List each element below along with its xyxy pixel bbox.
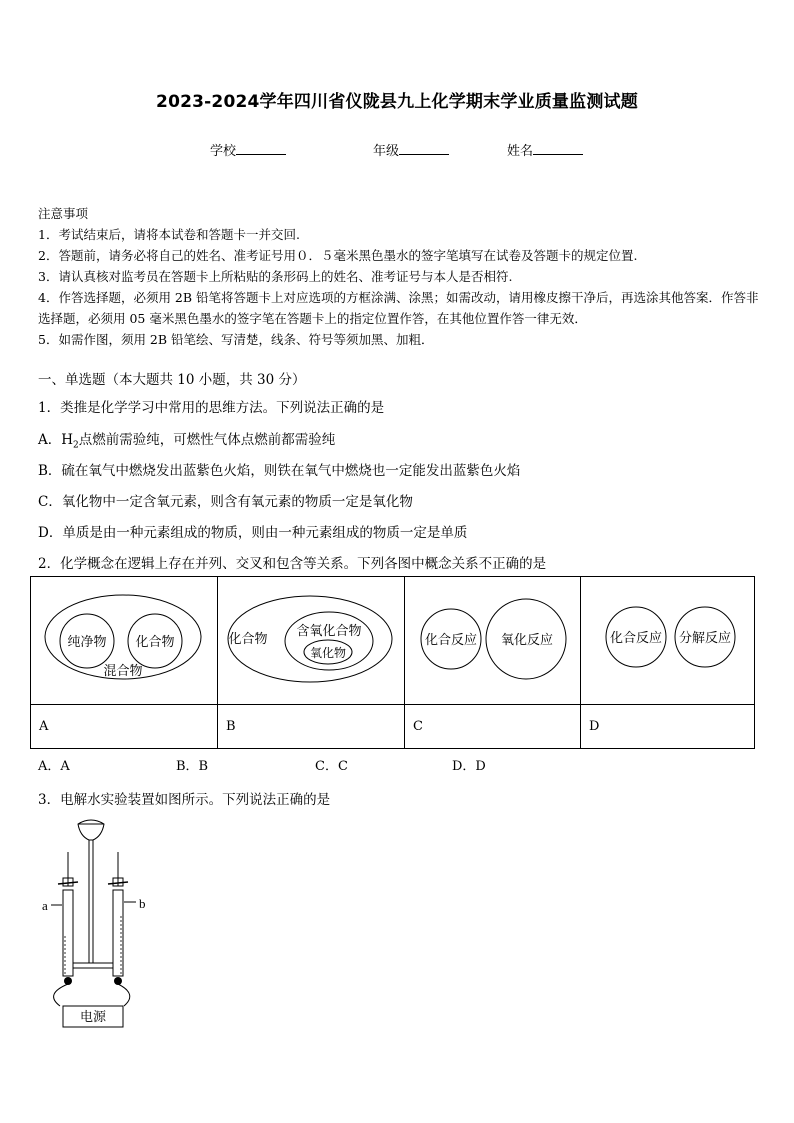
diagram-b (218, 577, 404, 704)
page-title: 2023-2024学年四川省仪陇县九上化学期末学业质量监测试题 (156, 92, 638, 112)
diagram-cell-a (31, 577, 218, 705)
grade-label: 年级 (373, 144, 400, 159)
combination-reaction-label: 化合反应 (424, 633, 478, 648)
mixture-label: 混合物 (103, 664, 143, 679)
concept-diagram-table (30, 576, 755, 749)
diagram-label-b: B (218, 705, 405, 749)
question-3-stem: 3．电解水实验装置如图所示。下列说法正确的是 (38, 792, 331, 808)
electrolysis-apparatus (38, 816, 168, 1031)
option-a-text: 点燃前需验纯，可燃性气体点燃前都需验纯 (78, 432, 336, 448)
school-blank[interactable] (236, 142, 286, 155)
diagram-label-c: C (405, 705, 581, 749)
note-item: 4．作答选择题，必须用 2B 铅笔将答题卡上对应选项的方框涂满、涂黑；如需改动，请用橡皮擦干净后，再选涂其他答案．作答非选择题，必须用 05 毫米黑色墨水的签字笔在答题卡上的指定位置作答，在其他位置作答一律无效． (38, 290, 759, 326)
question-1-option-c[interactable]: C．氧化物中一定含氧元素，则含有氧元素的物质一定是氧化物 (38, 494, 413, 510)
diagram-label-a: A (31, 705, 218, 749)
oxygen-compound-label: 含氧化合物 (296, 624, 362, 639)
tube-b-label: b (139, 896, 146, 911)
question-1-stem: 1．类推是化学学习中常用的思维方法。下列说法正确的是 (38, 400, 385, 416)
name-blank[interactable] (533, 142, 583, 155)
grade-field[interactable] (373, 140, 449, 159)
diagram-cell-c (405, 577, 581, 705)
oxidation-reaction-label: 氧化反应 (500, 633, 554, 648)
option-a-prefix: A．H (38, 432, 74, 448)
combination-reaction-label: 化合反应 (609, 631, 663, 646)
note-item: 1．考试结束后，请将本试卷和答题卡一并交回. (38, 227, 300, 242)
notes-section (38, 203, 760, 350)
diagram-label-d: D (581, 705, 755, 749)
power-source-label: 电源 (79, 1010, 107, 1025)
note-item: 3．请认真核对监考员在答题卡上所粘贴的条形码上的姓名、准考证号与本人是否相符. (38, 269, 513, 284)
name-label: 姓名 (507, 144, 534, 159)
question-2-stem: 2．化学概念在逻辑上存在并列、交叉和包含等关系。下列各图中概念关系不正确的是 (38, 556, 547, 572)
question-1-option-b[interactable]: B．硫在氧气中燃烧发出蓝紫色火焰，则铁在氧气中燃烧也一定能发出蓝紫色火焰 (38, 463, 521, 479)
section-heading: 一、单选题（本大题共 10 小题，共 30 分） (38, 372, 306, 388)
diagram-cell-d (581, 577, 755, 705)
tube-a-label: a (42, 898, 48, 913)
grade-blank[interactable] (399, 142, 449, 155)
note-item: 5．如需作图，须用 2B 铅笔绘、写清楚，线条、符号等须加黑、加粗． (38, 332, 434, 347)
question-1-option-d[interactable]: D．单质是由一种元素组成的物质，则由一种元素组成的物质一定是单质 (38, 525, 468, 541)
compound-label: 化合物 (135, 635, 175, 650)
note-item: 2．答题前，请务必将自己的姓名、准考证号用０．５毫米黑色墨水的签字笔填写在试卷及答题卡的规定位置. (38, 248, 638, 263)
diagram-a (31, 577, 217, 704)
compound-label: 化合物 (228, 632, 268, 647)
question-1-option-a[interactable] (38, 428, 335, 451)
pure-substance-label: 纯净物 (67, 635, 107, 650)
school-label: 学校 (210, 144, 237, 159)
diagram-c (405, 577, 580, 704)
oxide-label: 氧化物 (309, 646, 347, 660)
decomposition-reaction-label: 分解反应 (678, 631, 732, 646)
diagram-cell-b (218, 577, 405, 705)
question-2-option-c[interactable]: C．C (315, 759, 348, 774)
question-2-option-d[interactable]: D．D (452, 759, 486, 774)
name-field[interactable] (507, 140, 583, 159)
question-2-option-a[interactable]: A．A (38, 759, 70, 774)
diagram-d (581, 577, 754, 704)
subscript-2: 2 (73, 440, 79, 451)
notes-heading: 注意事项 (38, 206, 89, 221)
question-2-option-b[interactable]: B．B (176, 759, 209, 774)
school-field[interactable] (210, 140, 286, 159)
